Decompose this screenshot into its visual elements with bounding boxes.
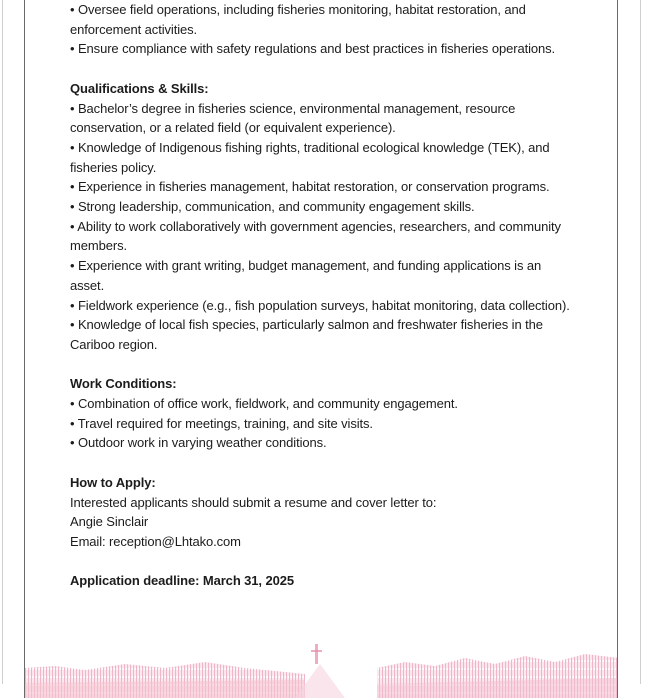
- document-page: [24, 0, 618, 698]
- work-condition-item: • Outdoor work in varying weather conditions.: [70, 435, 327, 451]
- qualification-item: • Experience in fisheries management, habitat restoration, or conservation programs.: [70, 179, 550, 195]
- qualification-item: • Fieldwork experience (e.g., fish population surveys, habitat monitoring, data collection).: [70, 297, 570, 313]
- document-body: [70, 0, 570, 591]
- section-gap: [70, 453, 570, 473]
- responsibility-item: • Ensure compliance with safety regulations and best practices in fisheries operations.: [70, 41, 556, 57]
- qualifications-heading: Qualifications & Skills:: [70, 80, 209, 96]
- section-gap: [70, 59, 570, 79]
- work-conditions-heading: Work Conditions:: [70, 376, 177, 392]
- contact-name: Angie Sinclair: [70, 514, 149, 530]
- application-deadline: Application deadline: March 31, 2025: [70, 573, 294, 589]
- qualification-item: • Experience with grant writing, budget management, and funding applications is an asset.: [70, 258, 542, 293]
- deadline-section: [70, 571, 570, 591]
- qualification-item: • Bachelor’s degree in fisheries science, environmental management, resource conservation, or a related field (or equivalent experience).: [70, 100, 516, 136]
- work-condition-item: • Combination of office work, fieldwork, and community engagement.: [70, 396, 458, 412]
- work-conditions-section: [70, 374, 570, 453]
- section-gap: [70, 355, 570, 375]
- scan-edge-right: [640, 0, 641, 684]
- qualifications-section: [70, 79, 570, 355]
- qualification-item: • Ability to work collaboratively with government agencies, researchers, and community members.: [70, 218, 561, 254]
- qualification-item: • Knowledge of local fish species, particularly salmon and freshwater fisheries in the Cariboo region.: [70, 317, 543, 352]
- responsibilities-section: [70, 0, 570, 59]
- apply-instructions: Interested applicants should submit a resume and cover letter to:: [70, 494, 437, 510]
- scan-edge-left: [2, 0, 3, 684]
- responsibility-item: • Oversee field operations, including fisheries monitoring, habitat restoration, and enforcement activities.: [70, 2, 526, 37]
- work-condition-item: • Travel required for meetings, training, and site visits.: [70, 415, 373, 431]
- qualification-item: • Knowledge of Indigenous fishing rights, traditional ecological knowledge (TEK), and fisheries policy.: [70, 139, 550, 175]
- landscape-watermark-graphic: [25, 628, 618, 698]
- how-to-apply-section: [70, 473, 570, 552]
- section-gap: [70, 552, 570, 572]
- qualification-item: • Strong leadership, communication, and community engagement skills.: [70, 199, 475, 215]
- contact-email[interactable]: Email: reception@Lhtako.com: [70, 533, 241, 549]
- how-to-apply-heading: How to Apply:: [70, 474, 156, 490]
